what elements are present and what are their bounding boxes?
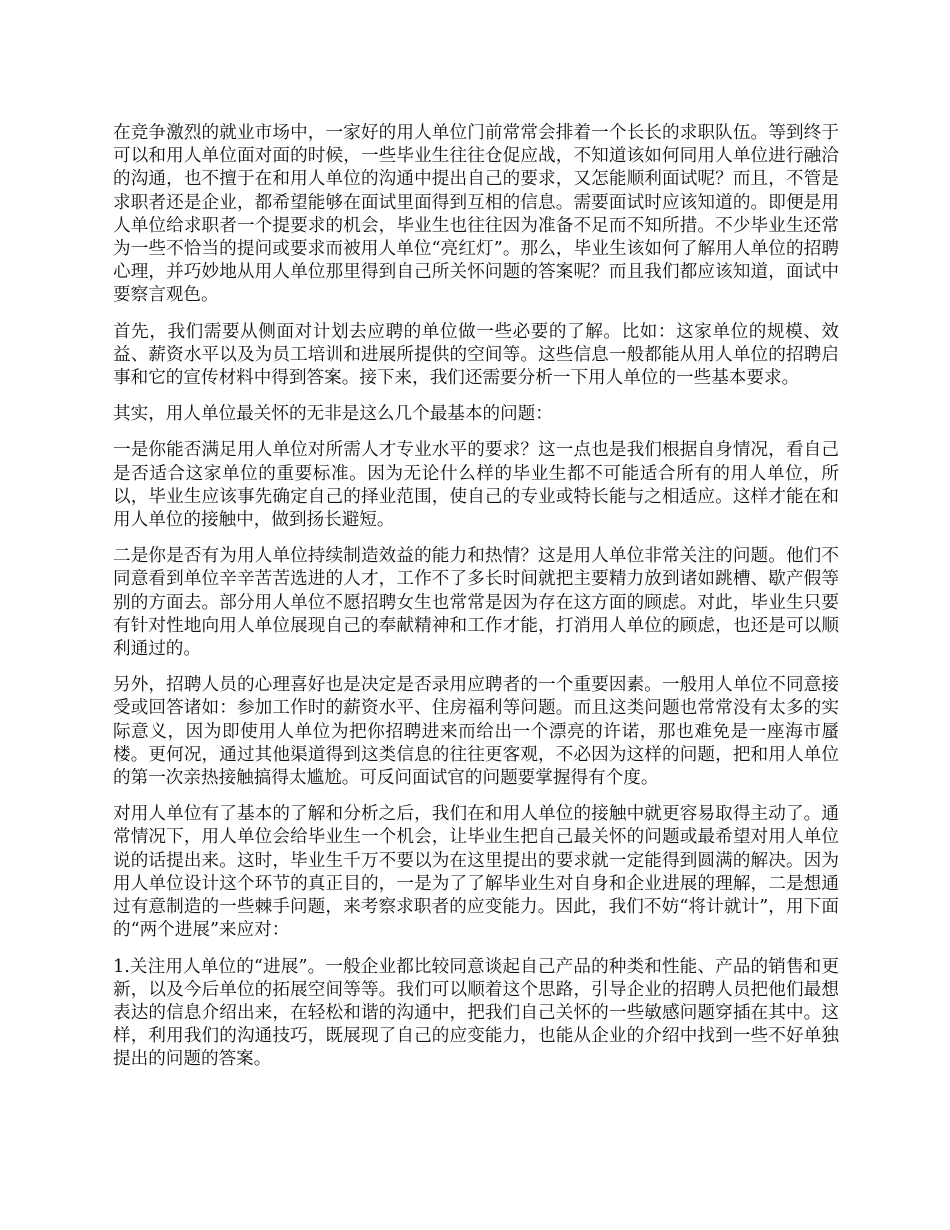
paragraph-key-concerns: 其实，用人单位最关怀的无非是这么几个最基本的问题： [113, 404, 553, 425]
paragraph-recruiter-psychology: 另外，招聘人员的心理喜好也是决定是否录用应聘者的一个重要因素。一般用人单位不同意接受或回答诸如：参加工作时的薪资水平、住房福利等问题。而且这类问题也常常没有太多的实际意义，因为即使用人单位为把你招聘进来而给出一个漂亮的许诺，那也难免是一座海市蜃楼。更何况，通过其他渠道得到这类信息的往往更客观，不必因为这样的问题，把和用人单位的第一次亲热接触搞得太尴尬。可反问面试官的问题要掌握得有个度。 [113, 675, 839, 789]
paragraph-point-one: 1.关注用人单位的“进展”。一般企业都比较同意谈起自己产品的种类和性能、产品的销售和更新，以及今后单位的拓展空间等等。我们可以顺着这个思路，引导企业的招聘人员把他们最想表达的信息介绍出来，在轻松和谐的沟通中，把我们自己关怀的一些敏感问题穿插在其中。这样，利用我们的沟通技巧，既展现了自己的应变能力，也能从企业的介绍中找到一些不好单独提出的问题的答案。 [113, 956, 839, 1070]
paragraph-research-employer: 首先，我们需要从侧面对计划去应聘的单位做一些必要的了解。比如：这家单位的规模、效益、薪资水平以及为员工培训和进展所提供的空间等。这些信息一般都能从用人单位的招聘启事和它的宣传材料中得到答案。接下来，我们还需要分析一下用人单位的一些基本要求。 [113, 321, 839, 389]
paragraph-concern-one: 一是你能否满足用人单位对所需人才专业水平的要求？这一点也是我们根据自身情况，看自己是否适合这家单位的重要标准。因为无论什么样的毕业生都不可能适合所有的用人单位，所以，毕业生应该事先确定自己的择业范围，使自己的专业或特长能与之相适应。这样才能在和用人单位的接触中，做到扬长避短。 [113, 440, 839, 531]
paragraph-intro: 在竞争激烈的就业市场中，一家好的用人单位门前常常会排着一个长长的求职队伍。等到终于可以和用人单位面对面的时候，一些毕业生往往仓促应战，不知道该如何同用人单位进行融洽的沟通，也不擅于在和用人单位的沟通中提出自己的要求，又怎能顺利面试呢？而且，不管是求职者还是企业，都希望能够在面试里面得到互相的信息。需要面试时应该知道的。即便是用人单位给求职者一个提要求的机会，毕业生也往往因为准备不足而不知所措。不少毕业生还常为一些不恰当的提问或要求而被用人单位“亮红灯”。那么，毕业生该如何了解用人单位的招聘心理，并巧妙地从用人单位那里得到自己所关怀问题的答案呢？而且我们都应该知道，面试中要察言观色。 [113, 123, 839, 306]
paragraph-concern-two: 二是你是否有为用人单位持续制造效益的能力和热情？这是用人单位非常关注的问题。他们不同意看到单位辛辛苦苦选进的人才，工作不了多长时间就把主要精力放到诸如跳槽、歇产假等别的方面去。部分用人单位不愿招聘女生也常常是因为存在这方面的顾虑。对此，毕业生只要有针对性地向用人单位展现自己的奉献精神和工作才能，打消用人单位的顾虑，也还是可以顺利通过的。 [113, 546, 839, 660]
paragraph-take-initiative: 对用人单位有了基本的了解和分析之后，我们在和用人单位的接触中就更容易取得主动了。通常情况下，用人单位会给毕业生一个机会，让毕业生把自己最关怀的问题或最希望对用人单位说的话提出来。这时，毕业生千万不要以为在这里提出的要求就一定能得到圆满的解决。因为用人单位设计这个环节的真正目的，一是为了了解毕业生对自身和企业进展的理解，二是想通过有意制造的一些棘手问题，来考察求职者的应变能力。因此，我们不妨“将计就计”，用下面的“两个进展”来应对： [113, 804, 839, 941]
document-body [113, 122, 839, 1085]
